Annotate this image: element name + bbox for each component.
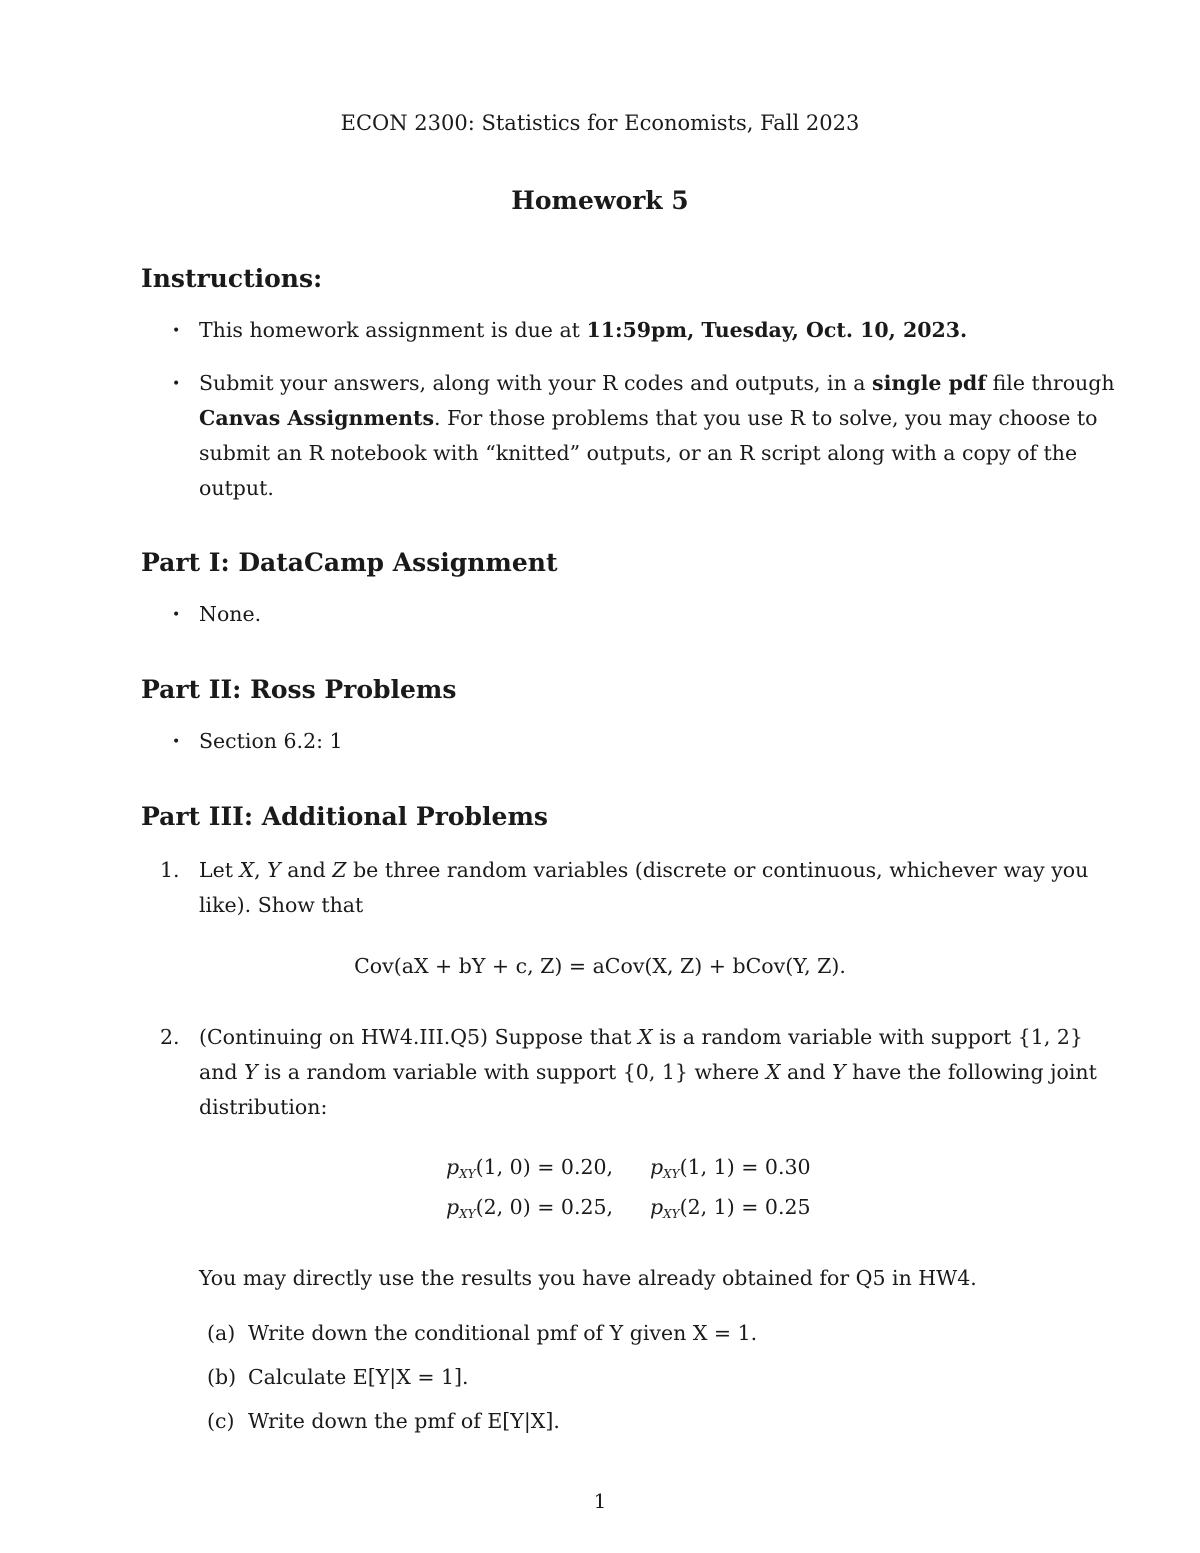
q2-note: You may directly use the results you have already obtained for Q5 in HW4.: [199, 1266, 977, 1290]
joint-cell: (1, 1) = 0.30: [679, 1155, 811, 1179]
page-title: Homework 5: [511, 186, 689, 215]
joint-cell: (2, 1) = 0.25: [679, 1195, 811, 1219]
course-header: ECON 2300: Statistics for Economists, Fall 2023: [340, 111, 860, 135]
joint-distribution-row: $p_{XY}(2$, 0) = 0.25, $p_{XY}(2$, 1) = 0.25: [446, 1195, 811, 1221]
submission-instruction-line3: submit an R notebook with “knitted” outputs, or an R script along with a copy of the: [199, 441, 1078, 465]
page-number: 1: [593, 1489, 607, 1513]
subpart-text: Write down the conditional pmf of Y given X = 1.: [248, 1321, 758, 1345]
submission-instruction-line2: Canvas Assignments. For those problems that you use R to solve, you may choose to: [199, 406, 1098, 430]
subpart-label: (b): [207, 1365, 237, 1389]
bullet-icon: •: [172, 734, 181, 750]
joint-distribution-row: $p_{XY}(1$, 0) = 0.20, $p_{XY}(1$, 1) = 0.30: [446, 1155, 811, 1181]
q2-line3: distribution:: [199, 1095, 328, 1119]
part1-item: None.: [199, 602, 262, 626]
subpart-label: (a): [207, 1321, 236, 1345]
subpart-text: Write down the pmf of E[Y|X].: [248, 1409, 560, 1433]
part2-heading: Part II: Ross Problems: [141, 675, 457, 704]
part2-item: Section 6.2: 1: [199, 729, 343, 753]
question-number: 1.: [160, 858, 180, 882]
part1-heading: Part I: DataCamp Assignment: [141, 548, 558, 577]
q2-line2: and Y is a random variable with support {0, 1} where X and Y have the following joint: [199, 1060, 1097, 1084]
subpart-label: (c): [207, 1409, 235, 1433]
bullet-icon: •: [172, 376, 181, 392]
instructions-heading: Instructions:: [141, 264, 323, 293]
part3-heading: Part III: Additional Problems: [141, 802, 548, 831]
joint-cell: (2, 0) = 0.25,: [475, 1195, 614, 1219]
bullet-icon: •: [172, 323, 181, 339]
q1-line2: like). Show that: [199, 893, 364, 917]
q2-line1: (Continuing on HW4.III.Q5) Suppose that X is a random variable with support {1, 2}: [199, 1025, 1083, 1049]
q1-line1: Let X, Y and Z be three random variables (discrete or continuous, whichever way you: [199, 858, 1089, 882]
joint-cell: (1, 0) = 0.20,: [475, 1155, 614, 1179]
submission-instruction-line4: output.: [199, 476, 274, 500]
due-date: 11:59pm, Tuesday, Oct. 10, 2023.: [586, 318, 968, 342]
question-number: 2.: [160, 1025, 180, 1049]
bullet-icon: •: [172, 607, 181, 623]
due-date-instruction: This homework assignment is due at 11:59pm, Tuesday, Oct. 10, 2023.: [199, 318, 968, 342]
submission-instruction-line1: Submit your answers, along with your R codes and outputs, in a single pdf file through: [199, 371, 1115, 395]
subpart-text: Calculate E[Y|X = 1].: [248, 1365, 469, 1389]
covariance-equation: Cov(aX + bY + c, Z) = aCov(X, Z) + bCov(Y, Z).: [354, 954, 846, 978]
